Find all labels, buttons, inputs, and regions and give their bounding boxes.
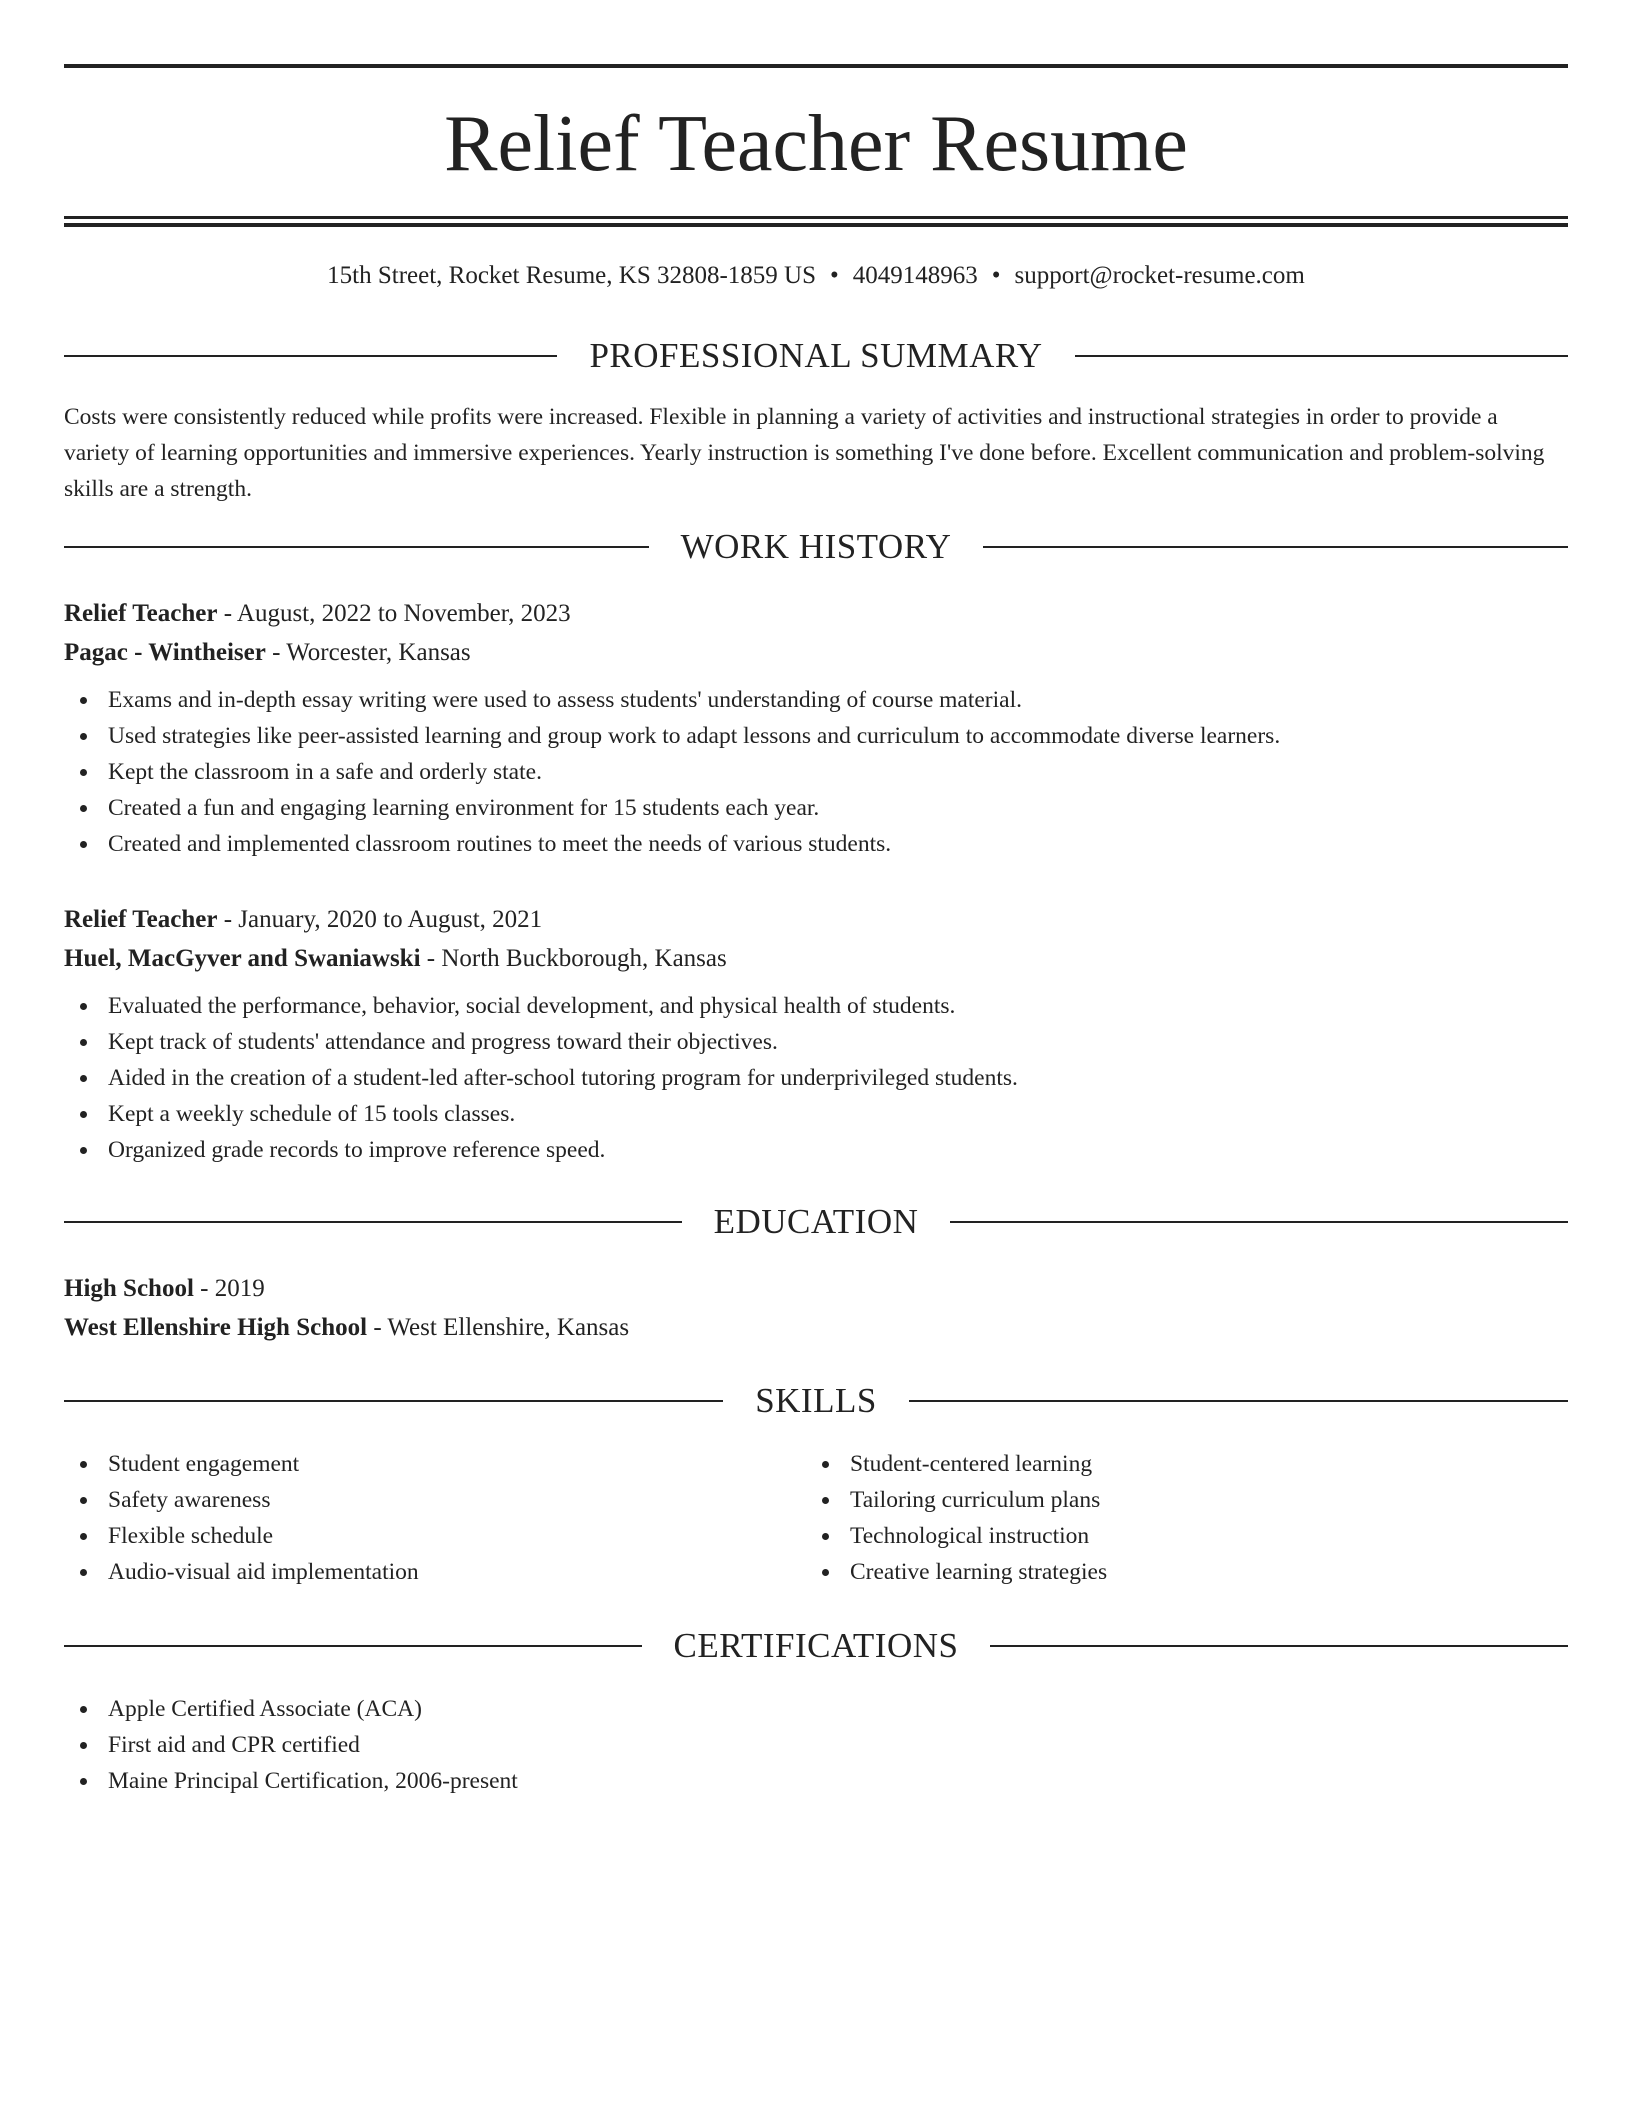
skills-column-left (64, 1446, 806, 1590)
skills-columns (64, 1446, 1568, 1590)
heading-rule-right (990, 1645, 1568, 1647)
heading-rule-left (64, 1400, 723, 1402)
heading-rule-left (64, 546, 649, 548)
job-location: - Worcester, Kansas (265, 639, 471, 666)
job-location: - North Buckborough, Kansas (420, 945, 727, 972)
list-item: Flexible schedule (64, 1518, 806, 1554)
job-dates: - January, 2020 to August, 2021 (217, 906, 543, 933)
list-item: Creative learning strategies (806, 1554, 1548, 1590)
certifications-list (64, 1691, 1568, 1799)
heading-rule-left (64, 355, 557, 357)
job-employer: Pagac - Wintheiser (64, 639, 266, 666)
list-item: Student engagement (64, 1446, 806, 1482)
skills-list (64, 1446, 806, 1590)
contact-separator: • (991, 262, 1001, 289)
contact-email: support@rocket-resume.com (1014, 262, 1305, 289)
education-heading: EDUCATION (713, 1202, 919, 1241)
job-employer-line (64, 939, 1568, 978)
list-item: Student-centered learning (806, 1446, 1548, 1482)
summary-heading: PROFESSIONAL SUMMARY (589, 336, 1043, 375)
contact-separator: • (830, 262, 839, 289)
list-item: Exams and in-depth essay writing were used to assess students' understanding of course material. (64, 682, 1568, 718)
education-degree: High School (64, 1275, 194, 1302)
list-item: Technological instruction (806, 1518, 1548, 1554)
section-heading-work (64, 529, 1568, 564)
section-heading-education (64, 1204, 1568, 1239)
list-item: Tailoring curriculum plans (806, 1482, 1548, 1518)
section-heading-summary (64, 338, 1568, 373)
certifications-section (64, 1691, 1568, 1799)
contact-address: 15th Street, Rocket Resume, KS 32808-1859 US (327, 262, 817, 289)
summary-text: Costs were consistently reduced while profits were increased. Flexible in planning a variety of activities and instructional strategies in order to provide a variety of learning opportunities and immersive experiences. Yearly instruction is something I've done before. Excellent communication and problem-solving skills are a strength. (64, 404, 1545, 502)
education-location: - West Ellenshire, Kansas (367, 1314, 630, 1341)
heading-rule-right (983, 546, 1568, 548)
list-item: Kept track of students' attendance and progress toward their objectives. (64, 1024, 1568, 1060)
list-item: Created a fun and engaging learning environment for 15 students each year. (64, 790, 1568, 826)
title-double-rule (64, 216, 1568, 227)
contact-line (64, 263, 1568, 288)
job-bullets (64, 682, 1568, 862)
skills-heading: SKILLS (755, 1381, 877, 1420)
list-item: Kept the classroom in a safe and orderly state. (64, 754, 1568, 790)
job-bullets (64, 988, 1568, 1168)
job-dates: - August, 2022 to November, 2023 (217, 600, 571, 627)
heading-rule-right (950, 1221, 1568, 1223)
job-title: Relief Teacher (64, 600, 218, 627)
list-item: Maine Principal Certification, 2006-present (64, 1763, 1568, 1799)
skills-column-right (806, 1446, 1548, 1590)
section-heading-skills (64, 1383, 1568, 1418)
job-title-line (64, 900, 1568, 939)
job-title: Relief Teacher (64, 906, 218, 933)
education-school-line (64, 1308, 1568, 1347)
list-item: Apple Certified Associate (ACA) (64, 1691, 1568, 1727)
education-year: - 2019 (193, 1275, 265, 1302)
section-heading-certifications (64, 1628, 1568, 1663)
education-degree-line (64, 1269, 1568, 1308)
heading-rule-left (64, 1645, 642, 1647)
job-employer: Huel, MacGyver and Swaniawski (64, 945, 421, 972)
work-heading: WORK HISTORY (680, 527, 952, 566)
top-rule (64, 64, 1568, 68)
job-entry (64, 594, 1568, 862)
list-item: Kept a weekly schedule of 15 tools classes. (64, 1096, 1568, 1132)
education-school: West Ellenshire High School (64, 1314, 368, 1341)
list-item: Created and implemented classroom routines to meet the needs of various students. (64, 826, 1568, 862)
certifications-heading: CERTIFICATIONS (673, 1626, 959, 1665)
list-item: Audio-visual aid implementation (64, 1554, 806, 1590)
job-title-line (64, 594, 1568, 633)
list-item: Safety awareness (64, 1482, 806, 1518)
resume-title: Relief Teacher Resume (444, 100, 1188, 188)
heading-rule-right (909, 1400, 1568, 1402)
heading-rule-left (64, 1221, 682, 1223)
list-item: First aid and CPR certified (64, 1727, 1568, 1763)
job-entry (64, 900, 1568, 1168)
list-item: Organized grade records to improve reference speed. (64, 1132, 1568, 1168)
list-item: Evaluated the performance, behavior, social development, and physical health of students. (64, 988, 1568, 1024)
contact-phone: 4049148963 (852, 262, 978, 289)
list-item: Used strategies like peer-assisted learning and group work to adapt lessons and curriculum to accommodate diverse learners. (64, 718, 1568, 754)
job-employer-line (64, 633, 1568, 672)
list-item: Aided in the creation of a student-led after-school tutoring program for underprivileged students. (64, 1060, 1568, 1096)
heading-rule-right (1075, 355, 1568, 357)
skills-list (806, 1446, 1548, 1590)
education-entry (64, 1269, 1568, 1347)
